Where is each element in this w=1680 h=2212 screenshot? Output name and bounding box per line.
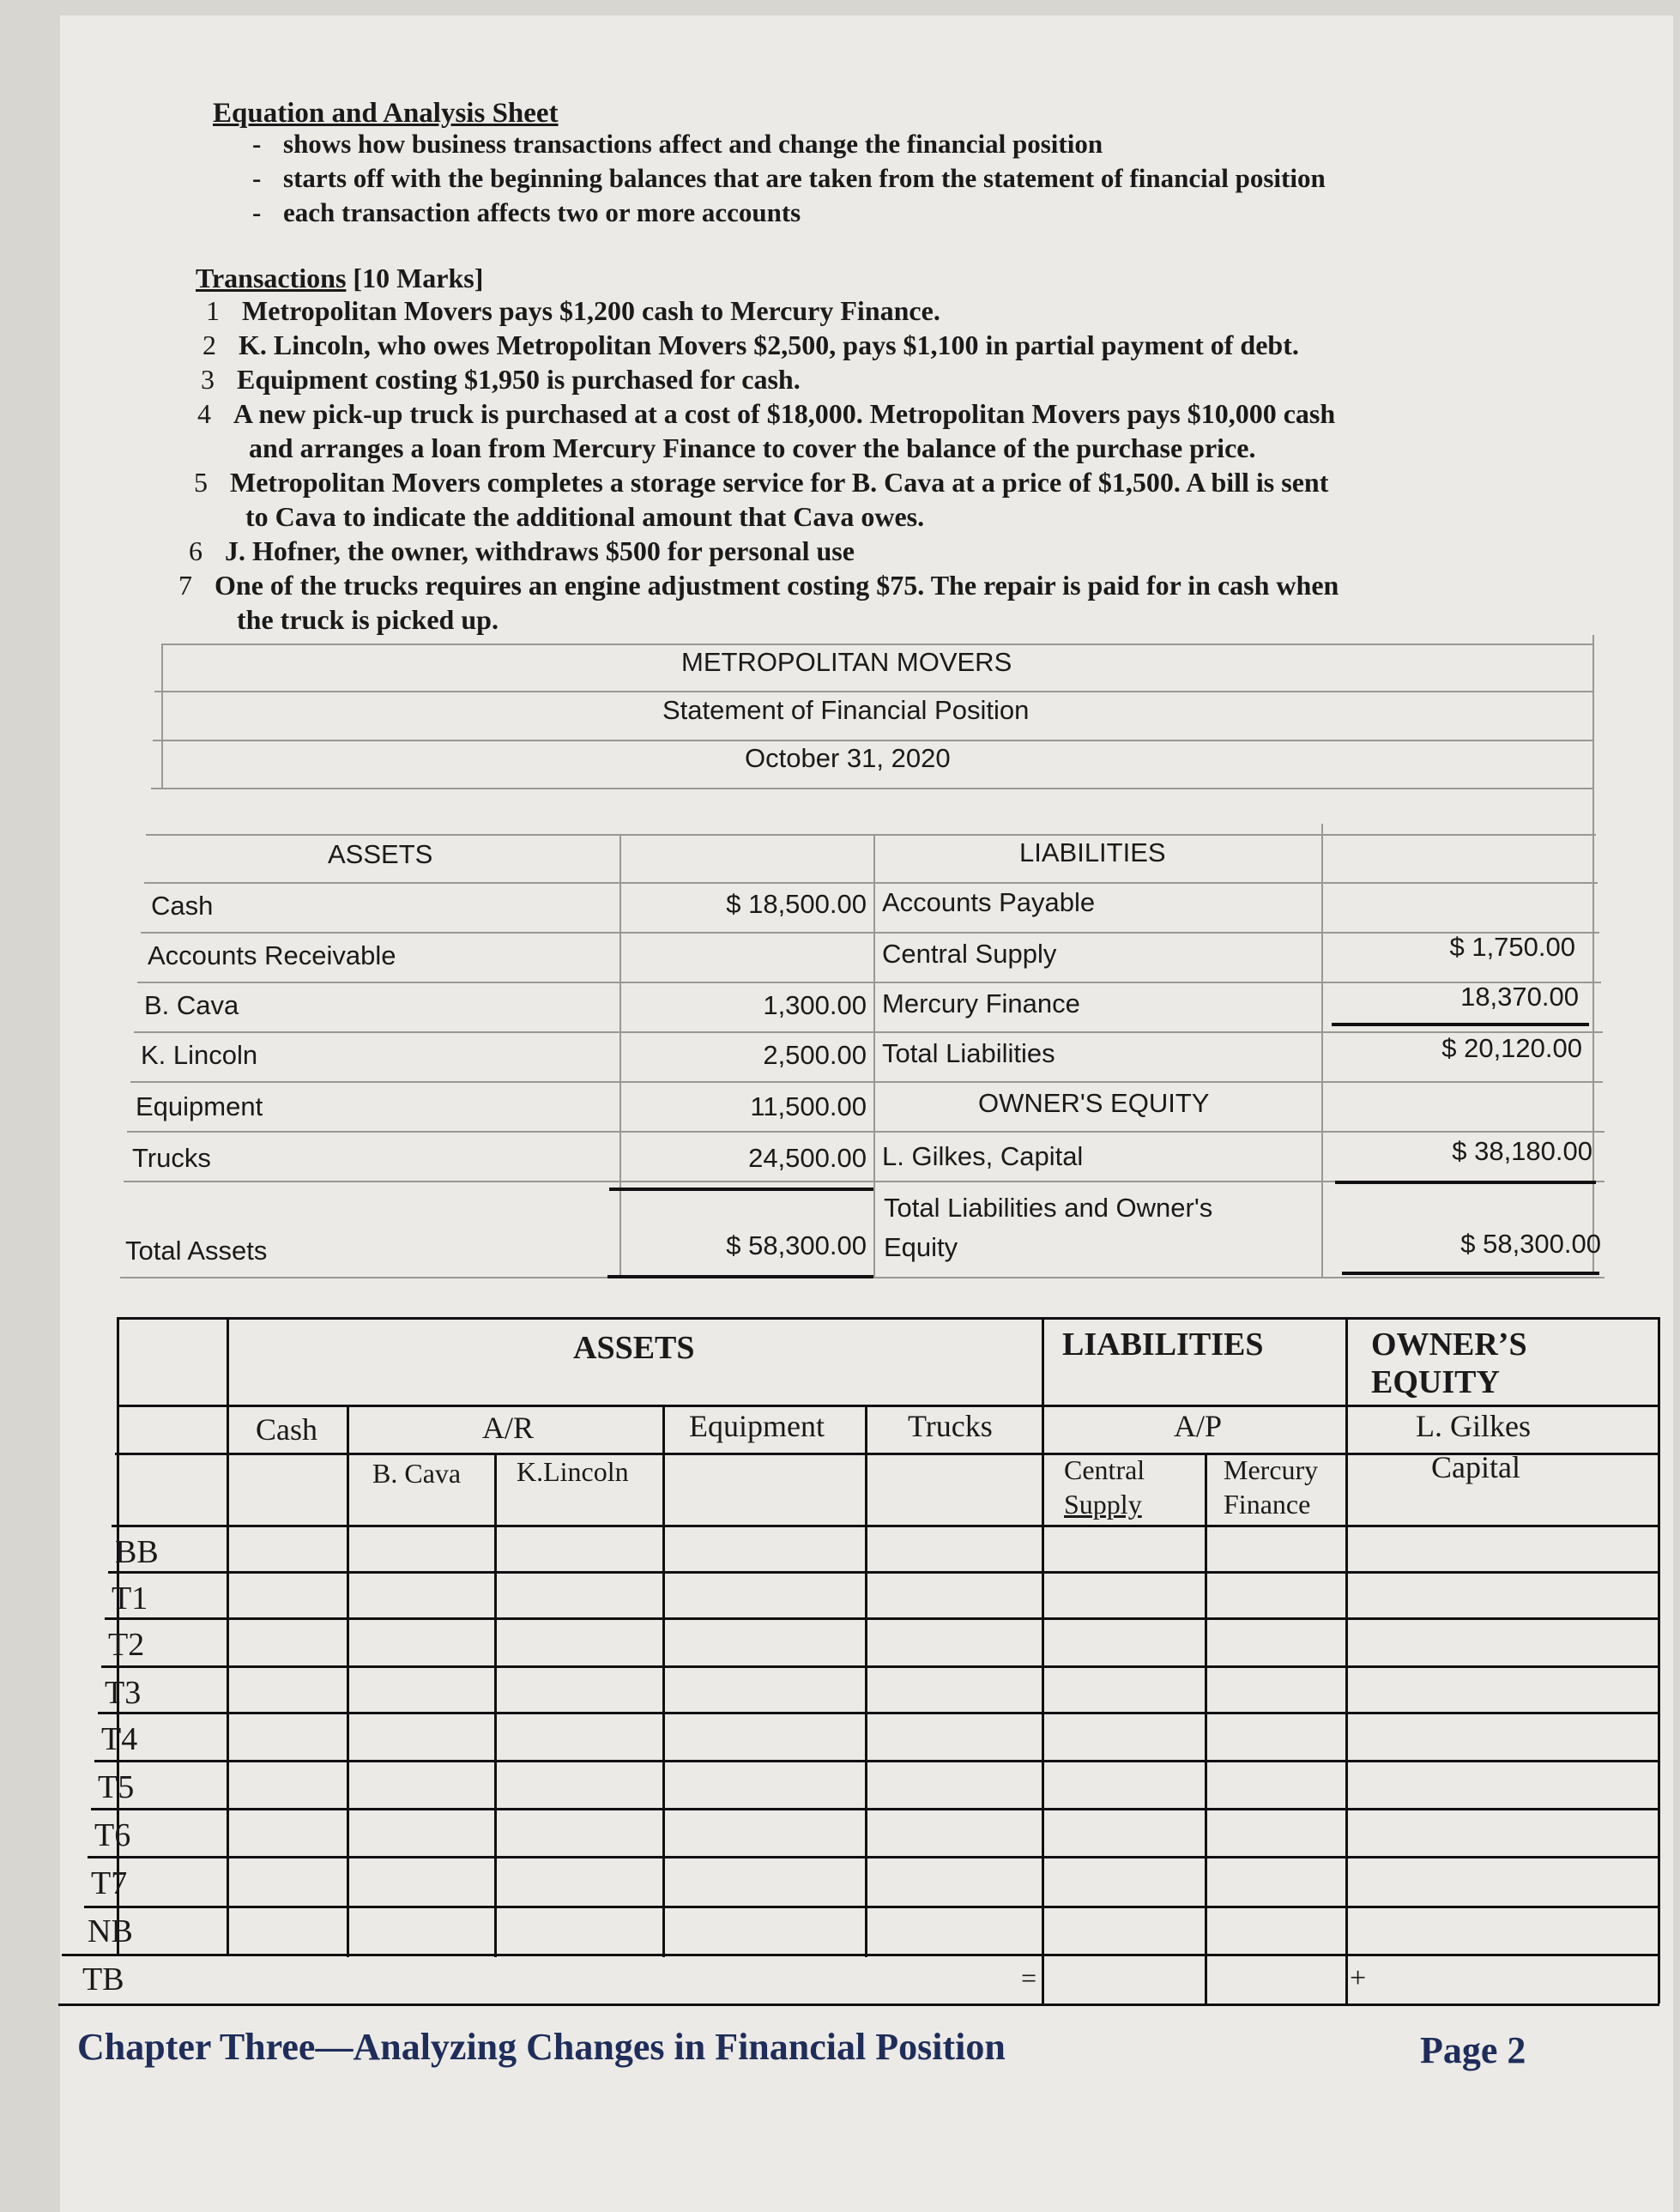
col-ap: A/P [1174,1409,1223,1443]
transactions-heading [196,263,483,294]
row-label: T4 [101,1721,138,1757]
transaction-item-cont: the truck is picked up. [237,604,499,635]
col-mercury-finance-2: Finance [1224,1489,1311,1520]
capital-label: L. Gilkes, Capital [882,1141,1084,1171]
transaction-item: 6 J. Hofner, the owner, withdraws $500 for personal use [189,535,855,566]
row-label: T5 [98,1769,135,1805]
transaction-item: 3 Equipment costing $1,950 is purchased for cash. [201,364,801,395]
transaction-item: 1 Metropolitan Movers pays $1,200 cash to Mercury Finance. [206,295,940,326]
transaction-item: 4 A new pick-up truck is purchased at a cost of $18,000. Metropolitan Movers pays $10,000 cash [197,398,1336,429]
transaction-item-cont: to Cava to indicate the additional amount that Cava owes. [245,501,925,532]
capital-value: $ 38,180.00 [1452,1136,1592,1166]
asset-label: Trucks [132,1143,211,1173]
statement-of-financial-position [120,635,1601,1280]
asset-label: Equipment [136,1091,263,1121]
col-cash: Cash [256,1412,317,1447]
asset-label: B. Cava [144,990,239,1020]
liability-label: Accounts Payable [882,887,1096,917]
asset-label: Accounts Receivable [148,940,396,970]
statement-title: Statement of Financial Position [662,695,1030,725]
asset-label: K. Lincoln [141,1040,258,1070]
row-label: BB [115,1534,159,1570]
asset-value: $ 18,500.00 [726,889,867,919]
row-label: TB [82,1961,124,1997]
asset-value: 2,500.00 [763,1040,867,1070]
eq-equity-heading: OWNER’S [1371,1327,1527,1363]
sheet-title: Equation and Analysis Sheet [213,98,559,129]
total-liabilities-value: $ 20,120.00 [1441,1033,1582,1063]
equation-analysis-grid [58,1317,1659,2008]
asset-label: Cash [151,891,214,921]
asset-value: 11,500.00 [750,1091,867,1121]
row-label: T7 [91,1865,128,1901]
company-name: METROPOLITAN MOVERS [681,647,1012,677]
eq-liabilities-heading: LIABILITIES [1062,1327,1264,1363]
transaction-item: 7 One of the trucks requires an engine adjustment costing $75. The repair is paid for in cash when [178,570,1339,601]
col-b-cava: B. Cava [372,1458,462,1489]
total-assets-label: Total Assets [125,1236,268,1266]
equity-heading: OWNER'S EQUITY [978,1088,1210,1118]
bullet-item: - starts off with the beginning balances that are taken from the statement of financial position [283,163,1326,194]
chapter-footer: Chapter Three—Analyzing Changes in Financial Position [77,2026,1006,2068]
transactions-title: Transactions [196,263,347,293]
col-central-supply-2: Supply [1064,1489,1142,1520]
eq-assets-heading: ASSETS [573,1330,695,1366]
col-trucks: Trucks [908,1409,993,1443]
total-assets-value: $ 58,300.00 [726,1230,867,1260]
transaction-item-cont: and arranges a loan from Mercury Finance to cover the balance of the purchase price. [249,432,1256,463]
liability-label: Mercury Finance [882,988,1080,1018]
plus-sign: + [1350,1962,1367,1994]
row-label: NB [88,1913,133,1949]
asset-value: 1,300.00 [763,990,867,1020]
bullet-item: - each transaction affects two or more accounts [283,197,801,228]
liabilities-heading: LIABILITIES [1019,837,1166,867]
col-ar: A/R [482,1411,535,1445]
col-central-supply: Central [1064,1454,1145,1485]
assets-heading: ASSETS [328,839,433,869]
transactions-marks: [10 Marks] [353,263,484,293]
transaction-item: 2 K. Lincoln, who owes Metropolitan Movers $2,500, pays $1,100 in partial payment of debt. [202,329,1299,360]
equals-sign: = [1021,1962,1037,1993]
row-label: T1 [112,1580,148,1617]
page-number: Page 2 [1420,2029,1526,2071]
liability-label: Central Supply [882,939,1057,969]
col-capital: L. Gilkes [1416,1409,1531,1443]
liability-value: 18,370.00 [1460,982,1579,1012]
statement-date: October 31, 2020 [745,743,951,773]
col-capital-2: Capital [1431,1450,1520,1484]
row-label: T3 [105,1675,142,1711]
col-k-lincoln: K.Lincoln [517,1456,629,1487]
asset-value: 24,500.00 [748,1143,867,1173]
row-label: T2 [108,1627,145,1663]
row-label: T6 [94,1817,131,1853]
col-mercury-finance: Mercury [1224,1454,1319,1485]
liability-value: $ 1,750.00 [1449,932,1575,962]
col-equipment: Equipment [689,1409,825,1443]
total-liabilities-label: Total Liabilities [882,1038,1055,1068]
eq-equity-heading-2: EQUITY [1371,1364,1500,1400]
transaction-item: 5 Metropolitan Movers completes a storage service for B. Cava at a price of $1,500. A bill is sent [194,467,1329,498]
bullet-item: - shows how business transactions affect and change the financial position [283,129,1103,160]
total-le-value: $ 58,300.00 [1460,1229,1601,1259]
total-le-label-2: Equity [884,1232,958,1262]
total-le-label: Total Liabilities and Owner's [884,1193,1213,1223]
